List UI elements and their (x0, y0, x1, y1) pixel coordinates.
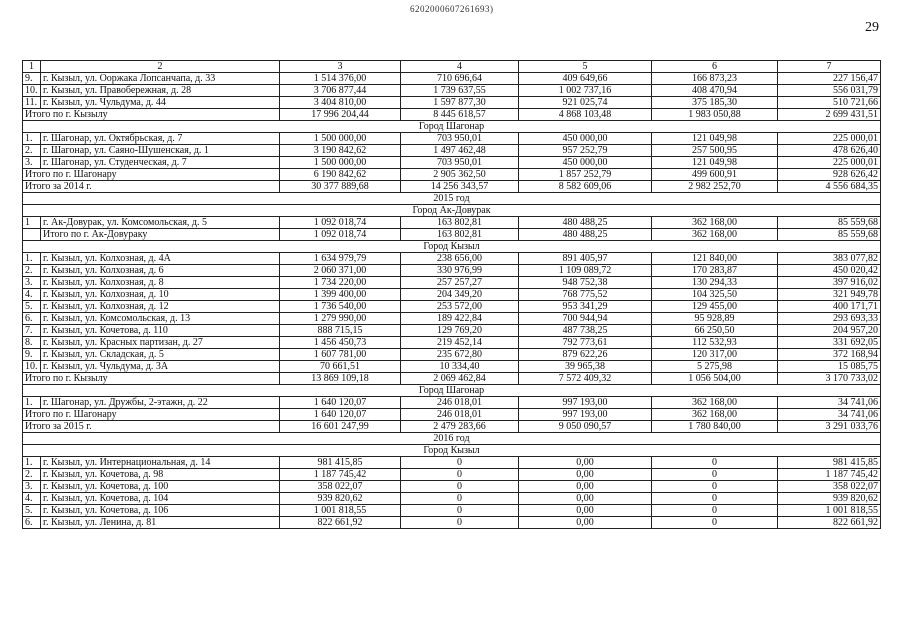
table-row (23, 517, 881, 529)
value-cell: 1 739 637,55 (401, 85, 519, 97)
value-cell: 0 (401, 469, 519, 481)
value-cell: 480 488,25 (519, 229, 652, 241)
row-address: г. Кызыл, ул. Кочетова, д. 106 (41, 505, 280, 517)
value-cell: 408 470,94 (652, 85, 778, 97)
value-cell: 0 (401, 505, 519, 517)
value-cell: 85 559,68 (778, 217, 881, 229)
total-label: Итого по г. Шагонару (23, 409, 280, 421)
total-row (23, 409, 881, 421)
value-cell: 10 334,40 (401, 361, 519, 373)
row-address: г. Кызыл, ул. Колхозная, д. 12 (41, 301, 280, 313)
value-cell: 358 022,07 (778, 481, 881, 493)
column-header: 1 (23, 61, 41, 73)
value-cell: 7 572 409,32 (519, 373, 652, 385)
row-number: 9. (23, 73, 41, 85)
value-cell: 362 168,00 (652, 217, 778, 229)
value-cell: 997 193,00 (519, 409, 652, 421)
section-header-row (23, 205, 881, 217)
value-cell: 0 (401, 493, 519, 505)
row-address: г. Шагонар, ул. Октябрьская, д. 7 (41, 133, 280, 145)
row-address: г. Кызыл, ул. Красных партизан, д. 27 (41, 337, 280, 349)
document-code: 6202000607261693) (410, 4, 494, 14)
value-cell: 510 721,66 (778, 97, 881, 109)
value-cell: 768 775,52 (519, 289, 652, 301)
value-cell: 957 252,79 (519, 145, 652, 157)
total-row (23, 373, 881, 385)
value-cell: 981 415,85 (778, 457, 881, 469)
section-header-row (23, 385, 881, 397)
row-number: 10. (23, 85, 41, 97)
row-address: г. Кызыл, ул. Ооржака Лопсанчапа, д. 33 (41, 73, 280, 85)
value-cell: 8 445 618,57 (401, 109, 519, 121)
value-cell: 70 661,51 (280, 361, 401, 373)
row-number: 1. (23, 397, 41, 409)
section-title: 2015 год (23, 193, 881, 205)
value-cell: 2 699 431,51 (778, 109, 881, 121)
section-header-row (23, 241, 881, 253)
table-row (23, 493, 881, 505)
section-header-row (23, 445, 881, 457)
value-cell: 362 168,00 (652, 229, 778, 241)
value-cell: 948 752,38 (519, 277, 652, 289)
page-number: 29 (865, 20, 879, 35)
value-cell: 189 422,84 (401, 313, 519, 325)
value-cell: 1 857 252,79 (519, 169, 652, 181)
header-row (23, 61, 881, 73)
row-address: г. Кызыл, ул. Ленина, д. 81 (41, 517, 280, 529)
data-table (22, 60, 881, 529)
value-cell: 66 250,50 (652, 325, 778, 337)
column-header: 4 (401, 61, 519, 73)
value-cell: 17 996 204,44 (280, 109, 401, 121)
row-address: г. Кызыл, ул. Кочетова, д. 110 (41, 325, 280, 337)
value-cell: 1 456 450,73 (280, 337, 401, 349)
value-cell: 14 256 343,57 (401, 181, 519, 193)
section-title: Город Кызыл (23, 445, 881, 457)
value-cell: 792 773,61 (519, 337, 652, 349)
value-cell: 121 840,00 (652, 253, 778, 265)
value-cell: 703 950,01 (401, 157, 519, 169)
table-row (23, 133, 881, 145)
value-cell: 0 (401, 481, 519, 493)
value-cell: 358 022,07 (280, 481, 401, 493)
value-cell: 4 556 684,35 (778, 181, 881, 193)
table-row (23, 457, 881, 469)
row-number: 4. (23, 493, 41, 505)
value-cell: 409 649,66 (519, 73, 652, 85)
value-cell: 85 559,68 (778, 229, 881, 241)
row-number: 5. (23, 505, 41, 517)
row-address: г. Шагонар, ул. Студенческая, д. 7 (41, 157, 280, 169)
table-row (23, 265, 881, 277)
value-cell: 0 (401, 457, 519, 469)
row-number: 1. (23, 133, 41, 145)
value-cell: 129 769,20 (401, 325, 519, 337)
column-header: 2 (41, 61, 280, 73)
value-cell: 1 497 462,48 (401, 145, 519, 157)
value-cell: 0,00 (519, 493, 652, 505)
row-number: 2. (23, 145, 41, 157)
value-cell: 1 279 990,00 (280, 313, 401, 325)
row-number: 6. (23, 517, 41, 529)
section-title: Город Шагонар (23, 385, 881, 397)
row-address: г. Шагонар, ул. Саяно-Шушенская, д. 1 (41, 145, 280, 157)
total-row (23, 109, 881, 121)
value-cell: 0 (652, 517, 778, 529)
section-title: Город Кызыл (23, 241, 881, 253)
value-cell: 204 957,20 (778, 325, 881, 337)
row-address: г. Кызыл, ул. Интернациональная, д. 14 (41, 457, 280, 469)
value-cell: 121 049,98 (652, 133, 778, 145)
table-row (23, 481, 881, 493)
row-number: 3. (23, 481, 41, 493)
value-cell: 383 077,82 (778, 253, 881, 265)
value-cell: 3 190 842,62 (280, 145, 401, 157)
value-cell: 120 317,00 (652, 349, 778, 361)
table-row (23, 289, 881, 301)
value-cell: 6 190 842,62 (280, 169, 401, 181)
table-row (23, 469, 881, 481)
table-row (23, 97, 881, 109)
row-address: г. Кызыл, ул. Кочетова, д. 104 (41, 493, 280, 505)
value-cell: 953 341,29 (519, 301, 652, 313)
row-address: г. Кызыл, ул. Кочетова, д. 100 (41, 481, 280, 493)
value-cell: 1 002 737,16 (519, 85, 652, 97)
value-cell: 700 944,94 (519, 313, 652, 325)
table-row (23, 505, 881, 517)
column-header: 5 (519, 61, 652, 73)
value-cell: 1 634 979,79 (280, 253, 401, 265)
total-row (23, 229, 881, 241)
value-cell: 3 291 033,76 (778, 421, 881, 433)
row-number: 1. (23, 253, 41, 265)
column-header: 7 (778, 61, 881, 73)
value-cell: 450 000,00 (519, 157, 652, 169)
value-cell: 227 156,47 (778, 73, 881, 85)
value-cell: 170 283,87 (652, 265, 778, 277)
row-number: 2. (23, 469, 41, 481)
value-cell: 1 001 818,55 (280, 505, 401, 517)
row-number: 1. (23, 457, 41, 469)
row-number: 8. (23, 337, 41, 349)
total-label: Итого за 2014 г. (23, 181, 280, 193)
value-cell: 330 976,99 (401, 265, 519, 277)
value-cell: 204 349,20 (401, 289, 519, 301)
value-cell: 30 377 889,68 (280, 181, 401, 193)
value-cell: 997 193,00 (519, 397, 652, 409)
value-cell: 822 661,92 (778, 517, 881, 529)
value-cell: 1 500 000,00 (280, 157, 401, 169)
value-cell: 928 626,42 (778, 169, 881, 181)
value-cell: 34 741,06 (778, 409, 881, 421)
table-row (23, 313, 881, 325)
value-cell: 888 715,15 (280, 325, 401, 337)
row-number: 4. (23, 289, 41, 301)
table-row (23, 349, 881, 361)
value-cell: 2 982 252,70 (652, 181, 778, 193)
table-row (23, 145, 881, 157)
value-cell: 225 000,01 (778, 133, 881, 145)
value-cell: 3 404 810,00 (280, 97, 401, 109)
value-cell: 1 056 504,00 (652, 373, 778, 385)
total-row (23, 169, 881, 181)
value-cell: 8 582 609,06 (519, 181, 652, 193)
total-row (23, 181, 881, 193)
value-cell: 939 820,62 (280, 493, 401, 505)
value-cell: 257 500,95 (652, 145, 778, 157)
row-number: 10. (23, 361, 41, 373)
value-cell: 1 736 540,00 (280, 301, 401, 313)
total-row (23, 421, 881, 433)
table-row (23, 361, 881, 373)
value-cell: 822 661,92 (280, 517, 401, 529)
value-cell: 487 738,25 (519, 325, 652, 337)
column-header: 3 (280, 61, 401, 73)
value-cell: 2 479 283,66 (401, 421, 519, 433)
value-cell: 4 868 103,48 (519, 109, 652, 121)
value-cell: 130 294,33 (652, 277, 778, 289)
value-cell: 163 802,81 (401, 229, 519, 241)
value-cell: 921 025,74 (519, 97, 652, 109)
table-row (23, 397, 881, 409)
value-cell: 13 869 109,18 (280, 373, 401, 385)
value-cell: 16 601 247,99 (280, 421, 401, 433)
value-cell: 362 168,00 (652, 397, 778, 409)
value-cell: 293 693,33 (778, 313, 881, 325)
table-row (23, 73, 881, 85)
total-label: Итого по г. Ак-Довураку (41, 229, 280, 241)
value-cell: 480 488,25 (519, 217, 652, 229)
value-cell: 0,00 (519, 469, 652, 481)
value-cell: 2 069 462,84 (401, 373, 519, 385)
value-cell: 0,00 (519, 505, 652, 517)
row-number: 9. (23, 349, 41, 361)
value-cell: 129 455,00 (652, 301, 778, 313)
table-row (23, 325, 881, 337)
row-address: г. Ак-Довурак, ул. Комсомольская, д. 5 (41, 217, 280, 229)
row-number: 6. (23, 313, 41, 325)
section-header-row (23, 121, 881, 133)
table-row (23, 217, 881, 229)
row-number: 2. (23, 265, 41, 277)
value-cell: 0 (652, 493, 778, 505)
value-cell: 0,00 (519, 457, 652, 469)
value-cell: 166 873,23 (652, 73, 778, 85)
value-cell: 400 171,71 (778, 301, 881, 313)
row-address: г. Кызыл, ул. Чульдума, д. 44 (41, 97, 280, 109)
value-cell: 556 031,79 (778, 85, 881, 97)
row-address: г. Кызыл, ул. Колхозная, д. 8 (41, 277, 280, 289)
value-cell: 246 018,01 (401, 397, 519, 409)
section-title: 2016 год (23, 433, 881, 445)
row-address: г. Кызыл, ул. Складская, д. 5 (41, 349, 280, 361)
total-label: Итого за 2015 г. (23, 421, 280, 433)
value-cell: 1 734 220,00 (280, 277, 401, 289)
value-cell: 321 949,78 (778, 289, 881, 301)
value-cell: 9 050 090,57 (519, 421, 652, 433)
value-cell: 0 (401, 517, 519, 529)
value-cell: 703 950,01 (401, 133, 519, 145)
value-cell: 0 (652, 457, 778, 469)
value-cell: 112 532,93 (652, 337, 778, 349)
value-cell: 362 168,00 (652, 409, 778, 421)
value-cell: 225 000,01 (778, 157, 881, 169)
row-address: г. Кызыл, ул. Колхозная, д. 6 (41, 265, 280, 277)
value-cell: 121 049,98 (652, 157, 778, 169)
value-cell: 39 965,38 (519, 361, 652, 373)
table-row (23, 277, 881, 289)
value-cell: 1 640 120,07 (280, 409, 401, 421)
row-number: 5. (23, 301, 41, 313)
table-row (23, 301, 881, 313)
value-cell: 95 928,89 (652, 313, 778, 325)
total-label: Итого по г. Шагонару (23, 169, 280, 181)
value-cell: 1 092 018,74 (280, 229, 401, 241)
value-cell: 238 656,00 (401, 253, 519, 265)
value-cell: 1 500 000,00 (280, 133, 401, 145)
value-cell: 163 802,81 (401, 217, 519, 229)
value-cell: 253 572,00 (401, 301, 519, 313)
value-cell: 1 399 400,00 (280, 289, 401, 301)
value-cell: 1 597 877,30 (401, 97, 519, 109)
value-cell: 1 092 018,74 (280, 217, 401, 229)
column-header: 6 (652, 61, 778, 73)
value-cell: 939 820,62 (778, 493, 881, 505)
value-cell: 397 916,02 (778, 277, 881, 289)
value-cell: 981 415,85 (280, 457, 401, 469)
section-header-row (23, 193, 881, 205)
value-cell: 375 185,30 (652, 97, 778, 109)
value-cell: 1 514 376,00 (280, 73, 401, 85)
row-number: 3. (23, 277, 41, 289)
value-cell: 219 452,14 (401, 337, 519, 349)
row-address: г. Кызыл, ул. Чульдума, д. 3А (41, 361, 280, 373)
value-cell: 1 187 745,42 (280, 469, 401, 481)
value-cell: 478 626,40 (778, 145, 881, 157)
value-cell: 2 060 371,00 (280, 265, 401, 277)
table-row (23, 253, 881, 265)
value-cell: 1 780 840,00 (652, 421, 778, 433)
value-cell: 34 741,06 (778, 397, 881, 409)
value-cell: 450 000,00 (519, 133, 652, 145)
value-cell: 499 600,91 (652, 169, 778, 181)
table-body (23, 61, 881, 529)
row-address: г. Кызыл, ул. Колхозная, д. 4А (41, 253, 280, 265)
value-cell: 1 001 818,55 (778, 505, 881, 517)
value-cell: 0,00 (519, 481, 652, 493)
table-row (23, 157, 881, 169)
row-address: г. Кызыл, ул. Правобережная, д. 28 (41, 85, 280, 97)
row-address: г. Кызыл, ул. Кочетова, д. 98 (41, 469, 280, 481)
row-number: 7. (23, 325, 41, 337)
section-header-row (23, 433, 881, 445)
value-cell: 257 257,27 (401, 277, 519, 289)
value-cell: 0 (652, 505, 778, 517)
row-number: 1 (23, 217, 41, 229)
row-address: г. Кызыл, ул. Комсомольская, д. 13 (41, 313, 280, 325)
section-title: Город Ак-Довурак (23, 205, 881, 217)
value-cell: 104 325,50 (652, 289, 778, 301)
value-cell: 235 672,80 (401, 349, 519, 361)
table-row (23, 85, 881, 97)
row-number-empty (23, 229, 41, 241)
value-cell: 1 109 089,72 (519, 265, 652, 277)
row-address: г. Кызыл, ул. Колхозная, д. 10 (41, 289, 280, 301)
value-cell: 1 187 745,42 (778, 469, 881, 481)
value-cell: 5 275,98 (652, 361, 778, 373)
value-cell: 372 168,94 (778, 349, 881, 361)
value-cell: 3 170 733,02 (778, 373, 881, 385)
total-label: Итого по г. Кызылу (23, 109, 280, 121)
value-cell: 1 983 050,88 (652, 109, 778, 121)
value-cell: 891 405,97 (519, 253, 652, 265)
value-cell: 0 (652, 469, 778, 481)
value-cell: 450 020,42 (778, 265, 881, 277)
value-cell: 879 622,26 (519, 349, 652, 361)
table-row (23, 337, 881, 349)
value-cell: 331 692,05 (778, 337, 881, 349)
row-number: 3. (23, 157, 41, 169)
value-cell: 0,00 (519, 517, 652, 529)
row-number: 11. (23, 97, 41, 109)
total-label: Итого по г. Кызылу (23, 373, 280, 385)
value-cell: 0 (652, 481, 778, 493)
value-cell: 2 905 362,50 (401, 169, 519, 181)
row-address: г. Шагонар, ул. Дружбы, 2-этажн, д. 22 (41, 397, 280, 409)
value-cell: 15 085,75 (778, 361, 881, 373)
value-cell: 3 706 877,44 (280, 85, 401, 97)
section-title: Город Шагонар (23, 121, 881, 133)
value-cell: 1 640 120,07 (280, 397, 401, 409)
value-cell: 1 607 781,00 (280, 349, 401, 361)
value-cell: 246 018,01 (401, 409, 519, 421)
value-cell: 710 696,64 (401, 73, 519, 85)
